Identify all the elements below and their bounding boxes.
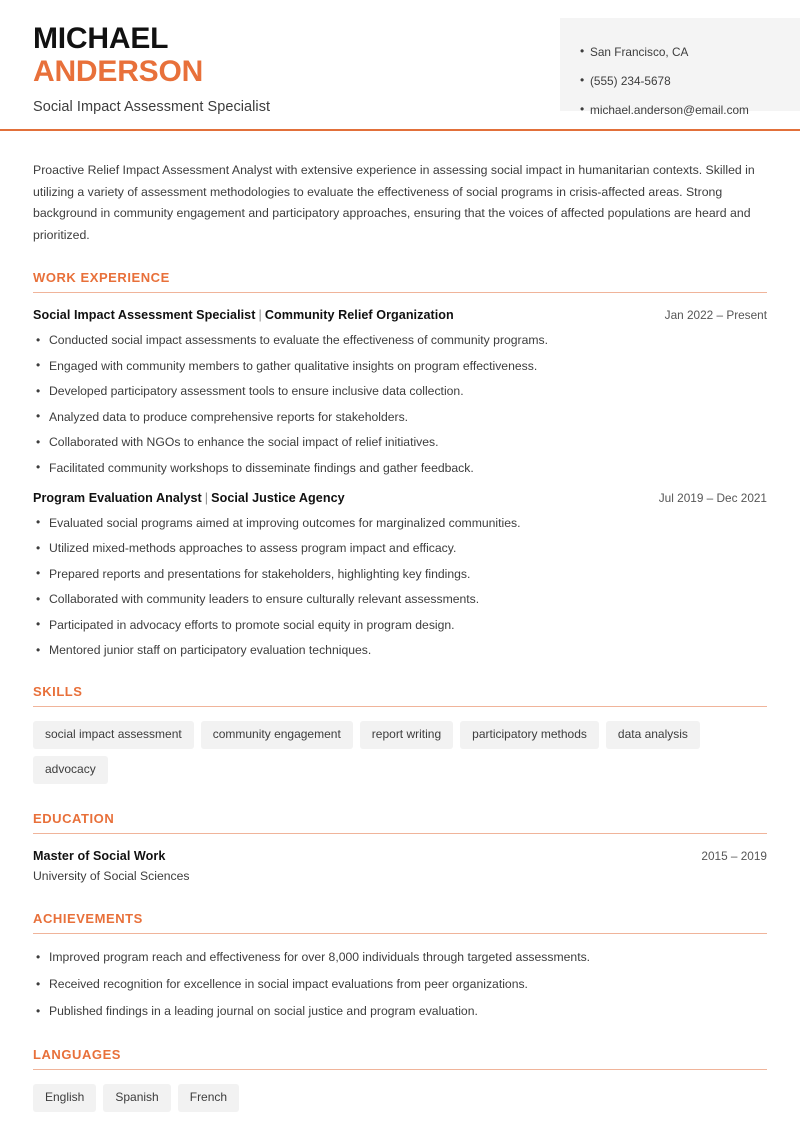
skill-chip: community engagement (201, 721, 353, 749)
work-entry-header (33, 491, 767, 505)
work-entry-bullets (33, 333, 767, 476)
bullet-item: • Improved program reach and effectiveness for over 8,000 individuals through targeted assessments. (33, 950, 767, 965)
work-entry-company: Community Relief Organization (264, 308, 454, 322)
title-separator: | (258, 308, 262, 322)
bullet-item: • Facilitated community workshops to disseminate findings and gather feedback. (33, 461, 767, 476)
bullet-item: • Prepared reports and presentations for stakeholders, highlighting key findings. (33, 567, 767, 582)
contact-list (560, 45, 800, 117)
work-entry-company: Social Justice Agency (211, 490, 345, 505)
work-entry-position: Program Evaluation Analyst (33, 490, 202, 505)
title-separator: | (204, 490, 209, 505)
skill-chip: advocacy (33, 756, 108, 784)
headline-job-title: Social Impact Assessment Specialist (33, 99, 271, 115)
bullet-item: • Collaborated with NGOs to enhance the social impact of relief initiatives. (33, 435, 767, 450)
work-entry-header (33, 308, 767, 322)
section-achievements (33, 911, 767, 1019)
bullet-item: • Mentored junior staff on participatory evaluation techniques. (33, 643, 767, 658)
skill-chip: report writing (360, 721, 453, 749)
language-chip: French (178, 1084, 239, 1112)
bullet-item: • Participated in advocacy efforts to promote social equity in program design. (33, 618, 767, 633)
section-heading-languages: LANGUAGES (33, 1047, 767, 1070)
skill-chip: participatory methods (460, 721, 599, 749)
language-chip: Spanish (103, 1084, 170, 1112)
work-entry-title (33, 491, 345, 505)
bullet-item: • Received recognition for excellence in social impact evaluations from peer organizations. (33, 977, 767, 992)
language-chip: English (33, 1084, 96, 1112)
section-heading-achievements: ACHIEVEMENTS (33, 911, 767, 934)
achievements-list (33, 950, 767, 1019)
contact-info-box (560, 18, 800, 117)
bullet-item: • Published findings in a leading journal on social justice and program evaluation. (33, 1004, 767, 1019)
section-languages (33, 1047, 767, 1112)
work-entry-date: Jul 2019 – Dec 2021 (658, 490, 767, 505)
bullet-item: • Developed participatory assessment tools to ensure inclusive data collection. (33, 384, 767, 399)
education-institution: University of Social Sciences (33, 869, 190, 883)
section-heading-work-experience: WORK EXPERIENCE (33, 270, 767, 293)
last-name: ANDERSON (33, 55, 204, 88)
section-work-experience (33, 270, 767, 658)
section-heading-education: EDUCATION (33, 811, 767, 834)
first-name: MICHAEL (33, 22, 169, 55)
header-identity (0, 0, 270, 129)
section-heading-skills: SKILLS (33, 684, 767, 707)
work-entry-position: Social Impact Assessment Specialist (33, 308, 256, 322)
contact-item-phone: • (555) 234-5678 (560, 74, 800, 88)
bullet-item: • Engaged with community members to gather qualitative insights on program effectiveness. (33, 359, 767, 374)
education-date: 2015 – 2019 (701, 849, 767, 863)
work-entry (33, 308, 767, 476)
bullet-item: • Conducted social impact assessments to evaluate the effectiveness of community programs. (33, 333, 767, 348)
professional-summary: Proactive Relief Impact Assessment Analyst with extensive experience in assessing social impact in humanitarian contexts. Skilled in utilizing a variety of assessment methodologies to evaluate the effectiveness of social programs in crisis-affected areas. Strong background in community engagement and participatory approaches, ensuring that the voices of affected populations are heard and prioritized. (33, 163, 755, 242)
education-degree: Master of Social Work (33, 849, 166, 863)
work-entry-title (33, 308, 454, 322)
education-entry-header (33, 849, 767, 863)
work-entry-bullets (33, 516, 767, 659)
candidate-name (33, 22, 270, 88)
work-entry-date: Jan 2022 – Present (664, 308, 767, 322)
bullet-item: • Utilized mixed-methods approaches to assess program impact and efficacy. (33, 541, 767, 556)
resume-body (0, 131, 800, 1112)
section-skills (33, 684, 767, 784)
skill-chip: data analysis (606, 721, 700, 749)
languages-chip-list (33, 1084, 767, 1112)
bullet-item: • Analyzed data to produce comprehensive reports for stakeholders. (33, 410, 767, 425)
resume-header (0, 0, 800, 131)
bullet-item: • Evaluated social programs aimed at improving outcomes for marginalized communities. (33, 516, 767, 531)
section-education (33, 811, 767, 883)
skill-chip: social impact assessment (33, 721, 194, 749)
contact-item-email: • michael.anderson@email.com (560, 103, 800, 117)
bullet-item: • Collaborated with community leaders to ensure culturally relevant assessments. (33, 592, 767, 607)
education-entry (33, 849, 767, 883)
skills-chip-list (33, 721, 767, 784)
work-entry (33, 491, 767, 659)
contact-item-location: • San Francisco, CA (560, 45, 800, 59)
